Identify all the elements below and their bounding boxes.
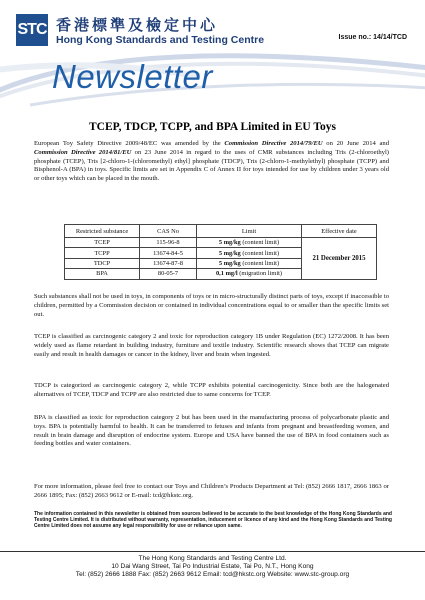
cas-cell: 13674-84-5 [140,248,197,258]
substance-cell: TCPP [65,248,140,258]
cas-cell: 80-05-7 [140,269,197,279]
header-effective-date: Effective date [302,225,377,238]
intro-text-3: on 23 June 2014 in regard to the uses of CMR substances including Tris (2-chloroethyl) phosphate (TCEP), Tris [2-chloro-1-(chloromethyl) ethyl] phosphate (TDCP), Tris (2-chloro-1-methylethyl) phosphate (TCPP) and Bisphenol-A (BPA) in toys. Specific limits are set in Appendix C of Annex II for toys intended for use by children under 3 years old or other toys which can be placed in the mouth. [34,148,389,183]
limit-note: (migration limit) [237,270,283,278]
paragraph-contact: For more information, please feel free to contact our Toys and Children’s Products Department at Tel: (852) 2666 1817, 2666 1863 or 2666 1895; Fax: (852) 2663 9612 or E-mail: tcd@hkstc.org. [34,483,389,499]
stc-logo [16,14,48,46]
paragraph-usage-restriction: Such substances shall not be used in toys, in components of toys or in micro-structurally distinct parts of toys, except if inaccessible to children, permitted by a Commission decision or contained in individual concentrations equal to or smaller than the specific limits set out. [34,293,389,318]
table-row [65,238,377,248]
limit-value: 5 mg/kg [218,259,241,267]
limit-cell [197,269,302,279]
issue-number: Issue no.: 14/14/TCD [338,34,407,41]
footer-company: The Hong Kong Standards and Testing Centre Ltd. [138,555,287,562]
header [16,14,411,54]
footer-divider [0,551,425,552]
limit-value: 5 mg/kg [218,239,241,247]
footer [0,555,425,580]
paragraph-tdcp-tcpp: TDCP is categorized as carcinogenic category 2, while TCPP exhibits potential carcinogenicity. Since both are the halogenated alternatives of TCEP, TDCP and TCPP are also restricted due to same concerns for TCEP. [34,382,389,398]
limit-note: (content limit) [240,239,280,247]
cas-cell: 115-96-8 [140,238,197,248]
footer-contact: Tel: (852) 2666 1888 Fax: (852) 2663 9612 Email: tcd@hkstc.org Website: www.stc-group.org [75,571,350,579]
article-title: TCEP, TDCP, TCPP, and BPA Limited in EU Toys [88,121,336,133]
intro-text-1: European Toy Safety Directive 2009/48/EC was amended by the [34,140,225,147]
newsletter-title: Newsletter [52,58,213,95]
table-header-row [65,225,377,238]
limit-cell [197,258,302,268]
paragraph-bpa: BPA is classified as toxic for reproduction category 2 but has been used in the manufacturing process of polycarbonate plastic and toys. BPA is potentially harmful to health. It can be transferred to fetuses and infants from pregnant and breastfeeding women, and result in brain damage and disruption of endocrine system. Europe and USA have banned the use of BPA in food containers such as feeding bottles and water containers. [34,414,389,448]
cas-cell: 13674-87-8 [140,258,197,268]
footer-address: 10 Dai Wang Street, Tai Po Industrial Estate, Tai Po, N.T., Hong Kong [111,563,314,571]
directive-2014-81: Commission Directive 2014/81/EU [34,148,132,156]
limit-value: 0,1 mg/l [215,270,238,278]
org-name-chinese: 香港標準及檢定中心 [56,16,219,34]
intro-paragraph [34,140,389,184]
substance-cell: TCEP [65,238,140,248]
limit-note: (content limit) [240,249,280,257]
limit-cell [197,238,302,248]
header-limit: Limit [197,225,302,238]
effective-date-cell: 21 December 2015 [302,238,377,280]
disclaimer: The information contained in this newsletter is obtained from sources believed to be accurate to the best knowledge of the Hong Kong Standards and Testing Centre Limited. It is distributed without warranty, representation, inducement or licence of any kind and the Hong Kong Standards and Testing Centre Limited does not assume any legal responsibility for use or reliance upon same. [34,511,392,530]
header-substance: Restricted substance [65,225,140,238]
limit-value: 5 mg/kg [218,249,241,257]
restriction-table [64,224,377,280]
org-name-english: Hong Kong Standards and Testing Centre [56,34,265,46]
substance-cell: TDCP [65,258,140,268]
directive-2014-79: Commission Directive 2014/79/EU [224,140,323,147]
substance-cell: BPA [65,269,140,279]
header-cas: CAS No [140,225,197,238]
intro-text-2: on 20 June 2014 and [322,140,389,147]
logo-text: STC [17,21,47,38]
limit-note: (content limit) [240,259,280,267]
limit-cell [197,248,302,258]
paragraph-tcep: TCEP is classified as carcinogenic category 2 and toxic for reproduction category 1B under Regulation (EC) 1272/2008. It has been widely used as flame retardant in building industry, furniture and textile industry. Scientific research shows that TCEP can migrate easily and result in health damages or cancer in the kidney, liver and brain when ingested. [34,333,389,358]
